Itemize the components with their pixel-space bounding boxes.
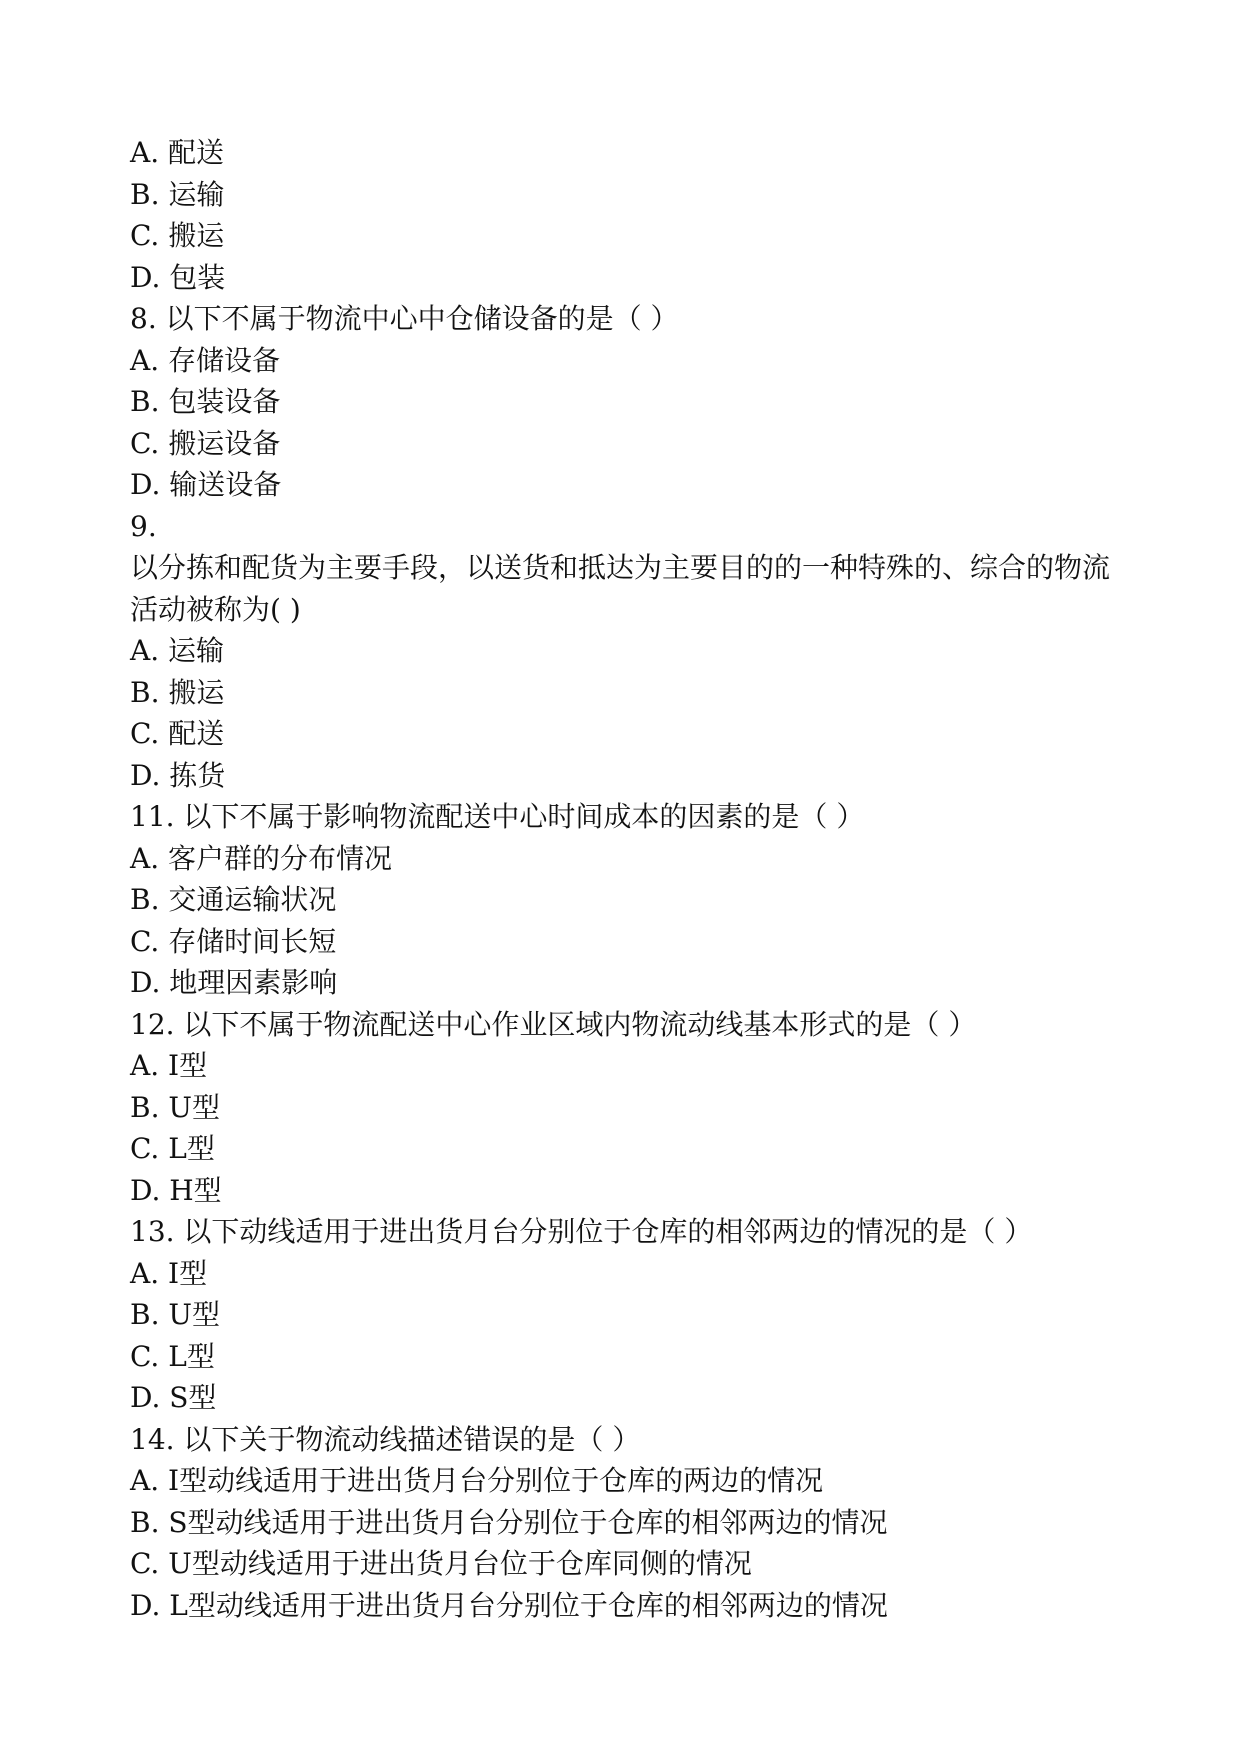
option-13c: C. L型: [130, 1339, 215, 1373]
option-12b: B. U型: [130, 1090, 220, 1124]
option-9c: C. 配送: [130, 717, 225, 750]
option-14a: A. I型动线适用于进出货月台分别位于仓库的两边的情况: [130, 1464, 824, 1497]
option-8b: B. 包装设备: [130, 385, 281, 418]
question-14: 14. 以下关于物流动线描述错误的是（ ）: [130, 1422, 641, 1456]
question-13: 13. 以下动线适用于进出货月台分别位于仓库的相邻两边的情况的是（ ）: [130, 1215, 1033, 1248]
option-14d: D. L型动线适用于进出货月台分别位于仓库的相邻两边的情况: [130, 1588, 888, 1622]
question-11: 11. 以下不属于影响物流配送中心时间成本的因素的是（ ）: [130, 800, 865, 833]
option-7d: D. 包装: [130, 260, 226, 294]
option-8d: D. 输送设备: [130, 468, 282, 501]
option-11b: B. 交通运输状况: [130, 883, 337, 916]
option-8a: A. 存储设备: [130, 343, 281, 377]
option-13d: D. S型: [130, 1381, 217, 1414]
question-9-number: 9.: [130, 509, 157, 543]
question-9-text: 以分拣和配货为主要手段，以送货和抵达为主要目的的一种特殊的、综合的物流活动被称为( ): [130, 551, 1111, 626]
option-9b: B. 搬运: [130, 675, 225, 709]
option-14b: B. S型动线适用于进出货月台分别位于仓库的相邻两边的情况: [130, 1505, 888, 1539]
option-11a: A. 客户群的分布情况: [130, 841, 393, 875]
question-12: 12. 以下不属于物流配送中心作业区域内物流动线基本形式的是（ ）: [130, 1007, 977, 1041]
option-13a: A. I型: [130, 1256, 208, 1290]
option-9a: A. 运输: [130, 634, 225, 667]
option-12c: C. L型: [130, 1132, 215, 1165]
option-8c: C. 搬运设备: [130, 426, 281, 460]
option-7c: C. 搬运: [130, 219, 225, 252]
option-7a: A. 配送: [130, 136, 225, 169]
question-8: 8. 以下不属于物流中心中仓储设备的是（ ）: [130, 302, 679, 335]
option-9d: D. 拣货: [130, 758, 226, 792]
option-12a: A. I型: [130, 1049, 208, 1082]
option-14c: C. U型动线适用于进出货月台位于仓库同侧的情况: [130, 1547, 752, 1580]
option-13b: B. U型: [130, 1298, 220, 1331]
option-7b: B. 运输: [130, 177, 225, 211]
question-list: [130, 132, 1110, 1626]
option-12d: D. H型: [130, 1173, 222, 1207]
option-11d: D. 地理因素影响: [130, 966, 338, 999]
option-11c: C. 存储时间长短: [130, 924, 337, 958]
